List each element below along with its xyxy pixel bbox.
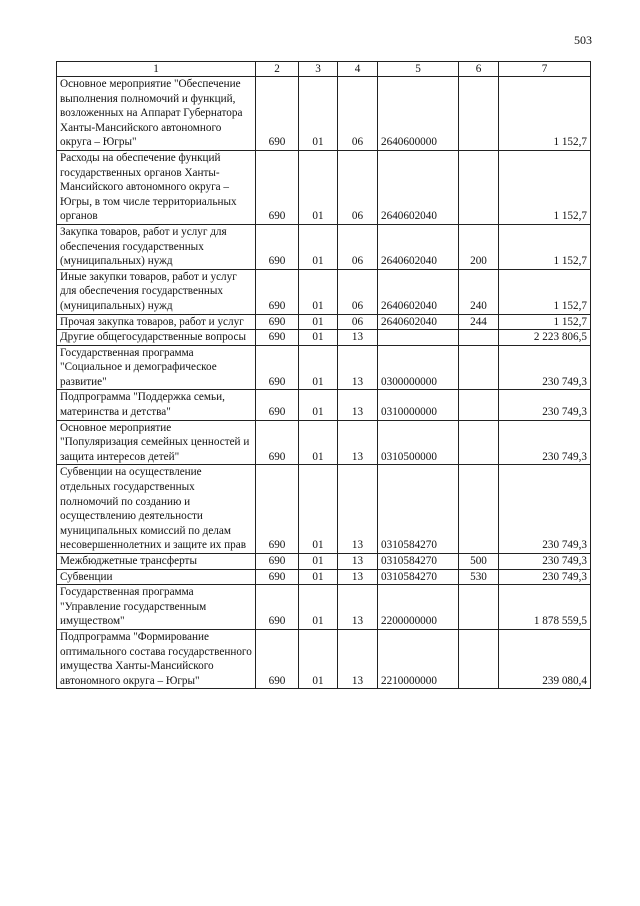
ministry-code-cell: 690 bbox=[256, 150, 299, 224]
table-row bbox=[57, 224, 591, 269]
header-row bbox=[57, 62, 591, 77]
column-header-expense-type: 6 bbox=[459, 62, 499, 77]
target-code-cell: 2200000000 bbox=[378, 585, 459, 630]
expense-type-cell bbox=[459, 390, 499, 420]
subsection-code-cell: 06 bbox=[338, 150, 378, 224]
amount-cell: 1 152,7 bbox=[499, 314, 591, 330]
amount-cell: 230 749,3 bbox=[499, 554, 591, 570]
row-name-cell: Государственная программа "Социальное и демографическое развитие" bbox=[57, 345, 256, 390]
ministry-code-cell: 690 bbox=[256, 330, 299, 346]
amount-cell: 1 878 559,5 bbox=[499, 585, 591, 630]
row-name-cell: Подпрограмма "Формирование оптимального состава государственного имущества Ханты-Мансийского автономного округа – Югры" bbox=[57, 629, 256, 688]
amount-cell: 1 152,7 bbox=[499, 269, 591, 314]
subsection-code-cell: 13 bbox=[338, 330, 378, 346]
table-row bbox=[57, 330, 591, 346]
section-code-cell: 01 bbox=[299, 314, 338, 330]
ministry-code-cell: 690 bbox=[256, 345, 299, 390]
amount-cell: 230 749,3 bbox=[499, 420, 591, 465]
table-row bbox=[57, 629, 591, 688]
subsection-code-cell: 13 bbox=[338, 390, 378, 420]
page-number: 503 bbox=[574, 33, 592, 47]
table-row bbox=[57, 314, 591, 330]
section-code-cell: 01 bbox=[299, 554, 338, 570]
budget-table bbox=[56, 61, 591, 689]
section-code-cell: 01 bbox=[299, 585, 338, 630]
subsection-code-cell: 13 bbox=[338, 629, 378, 688]
row-name-cell: Субвенции на осуществление отдельных государственных полномочий по созданию и осуществлению деятельности муниципальных комиссий по делам несовершеннолетних и защите их прав bbox=[57, 465, 256, 554]
subsection-code-cell: 06 bbox=[338, 269, 378, 314]
subsection-code-cell: 06 bbox=[338, 224, 378, 269]
amount-cell: 239 080,4 bbox=[499, 629, 591, 688]
row-name-cell: Подпрограмма "Поддержка семьи, материнства и детства" bbox=[57, 390, 256, 420]
column-header-ministry: 2 bbox=[256, 62, 299, 77]
amount-cell: 2 223 806,5 bbox=[499, 330, 591, 346]
amount-cell: 230 749,3 bbox=[499, 569, 591, 585]
column-header-name: 1 bbox=[57, 62, 256, 77]
subsection-code-cell: 06 bbox=[338, 314, 378, 330]
expense-type-cell: 240 bbox=[459, 269, 499, 314]
column-header-amount: 7 bbox=[499, 62, 591, 77]
table-row bbox=[57, 420, 591, 465]
section-code-cell: 01 bbox=[299, 77, 338, 151]
section-code-cell: 01 bbox=[299, 465, 338, 554]
row-name-cell: Основное мероприятие "Популяризация семейных ценностей и защита интересов детей" bbox=[57, 420, 256, 465]
target-code-cell: 0310500000 bbox=[378, 420, 459, 465]
ministry-code-cell: 690 bbox=[256, 629, 299, 688]
table-row bbox=[57, 554, 591, 570]
row-name-cell: Прочая закупка товаров, работ и услуг bbox=[57, 314, 256, 330]
row-name-cell: Основное мероприятие "Обеспечение выполнения полномочий и функций, возложенных на Аппарат Губернатора Ханты-Мансийского автономного округа – Югры" bbox=[57, 77, 256, 151]
amount-cell: 230 749,3 bbox=[499, 390, 591, 420]
row-name-cell: Государственная программа "Управление государственным имуществом" bbox=[57, 585, 256, 630]
ministry-code-cell: 690 bbox=[256, 269, 299, 314]
table-row bbox=[57, 390, 591, 420]
ministry-code-cell: 690 bbox=[256, 554, 299, 570]
section-code-cell: 01 bbox=[299, 569, 338, 585]
section-code-cell: 01 bbox=[299, 390, 338, 420]
expense-type-cell: 530 bbox=[459, 569, 499, 585]
target-code-cell: 0310584270 bbox=[378, 465, 459, 554]
ministry-code-cell: 690 bbox=[256, 465, 299, 554]
target-code-cell: 2640602040 bbox=[378, 150, 459, 224]
section-code-cell: 01 bbox=[299, 420, 338, 465]
row-name-cell: Субвенции bbox=[57, 569, 256, 585]
amount-cell: 1 152,7 bbox=[499, 77, 591, 151]
expense-type-cell: 200 bbox=[459, 224, 499, 269]
ministry-code-cell: 690 bbox=[256, 77, 299, 151]
amount-cell: 1 152,7 bbox=[499, 150, 591, 224]
amount-cell: 1 152,7 bbox=[499, 224, 591, 269]
section-code-cell: 01 bbox=[299, 330, 338, 346]
section-code-cell: 01 bbox=[299, 224, 338, 269]
row-name-cell: Расходы на обеспечение функций государственных органов Ханты-Мансийского автономного округа – Югры, в том числе территориальных органов bbox=[57, 150, 256, 224]
target-code-cell: 0310584270 bbox=[378, 554, 459, 570]
section-code-cell: 01 bbox=[299, 629, 338, 688]
row-name-cell: Межбюджетные трансферты bbox=[57, 554, 256, 570]
table-row bbox=[57, 569, 591, 585]
row-name-cell: Закупка товаров, работ и услуг для обеспечения государственных (муниципальных) нужд bbox=[57, 224, 256, 269]
subsection-code-cell: 13 bbox=[338, 554, 378, 570]
expense-type-cell bbox=[459, 330, 499, 346]
subsection-code-cell: 06 bbox=[338, 77, 378, 151]
expense-type-cell bbox=[459, 150, 499, 224]
expense-type-cell: 500 bbox=[459, 554, 499, 570]
table-row bbox=[57, 150, 591, 224]
target-code-cell: 2210000000 bbox=[378, 629, 459, 688]
table-row bbox=[57, 585, 591, 630]
target-code-cell: 2640602040 bbox=[378, 269, 459, 314]
row-name-cell: Другие общегосударственные вопросы bbox=[57, 330, 256, 346]
expense-type-cell bbox=[459, 465, 499, 554]
expense-type-cell bbox=[459, 345, 499, 390]
expense-type-cell bbox=[459, 629, 499, 688]
column-header-subsection: 4 bbox=[338, 62, 378, 77]
column-header-section: 3 bbox=[299, 62, 338, 77]
section-code-cell: 01 bbox=[299, 269, 338, 314]
ministry-code-cell: 690 bbox=[256, 314, 299, 330]
target-code-cell: 0310000000 bbox=[378, 390, 459, 420]
amount-cell: 230 749,3 bbox=[499, 465, 591, 554]
section-code-cell: 01 bbox=[299, 345, 338, 390]
expense-type-cell bbox=[459, 585, 499, 630]
target-code-cell: 2640602040 bbox=[378, 224, 459, 269]
target-code-cell: 2640600000 bbox=[378, 77, 459, 151]
expense-type-cell bbox=[459, 77, 499, 151]
table-row bbox=[57, 269, 591, 314]
ministry-code-cell: 690 bbox=[256, 585, 299, 630]
target-code-cell: 0300000000 bbox=[378, 345, 459, 390]
amount-cell: 230 749,3 bbox=[499, 345, 591, 390]
target-code-cell bbox=[378, 330, 459, 346]
table-row bbox=[57, 345, 591, 390]
subsection-code-cell: 13 bbox=[338, 569, 378, 585]
target-code-cell: 2640602040 bbox=[378, 314, 459, 330]
subsection-code-cell: 13 bbox=[338, 420, 378, 465]
expense-type-cell bbox=[459, 420, 499, 465]
table-row bbox=[57, 465, 591, 554]
target-code-cell: 0310584270 bbox=[378, 569, 459, 585]
expense-type-cell: 244 bbox=[459, 314, 499, 330]
ministry-code-cell: 690 bbox=[256, 390, 299, 420]
section-code-cell: 01 bbox=[299, 150, 338, 224]
subsection-code-cell: 13 bbox=[338, 585, 378, 630]
subsection-code-cell: 13 bbox=[338, 465, 378, 554]
row-name-cell: Иные закупки товаров, работ и услуг для обеспечения государственных (муниципальных) нужд bbox=[57, 269, 256, 314]
ministry-code-cell: 690 bbox=[256, 224, 299, 269]
ministry-code-cell: 690 bbox=[256, 420, 299, 465]
table-row bbox=[57, 77, 591, 151]
column-header-target: 5 bbox=[378, 62, 459, 77]
subsection-code-cell: 13 bbox=[338, 345, 378, 390]
ministry-code-cell: 690 bbox=[256, 569, 299, 585]
